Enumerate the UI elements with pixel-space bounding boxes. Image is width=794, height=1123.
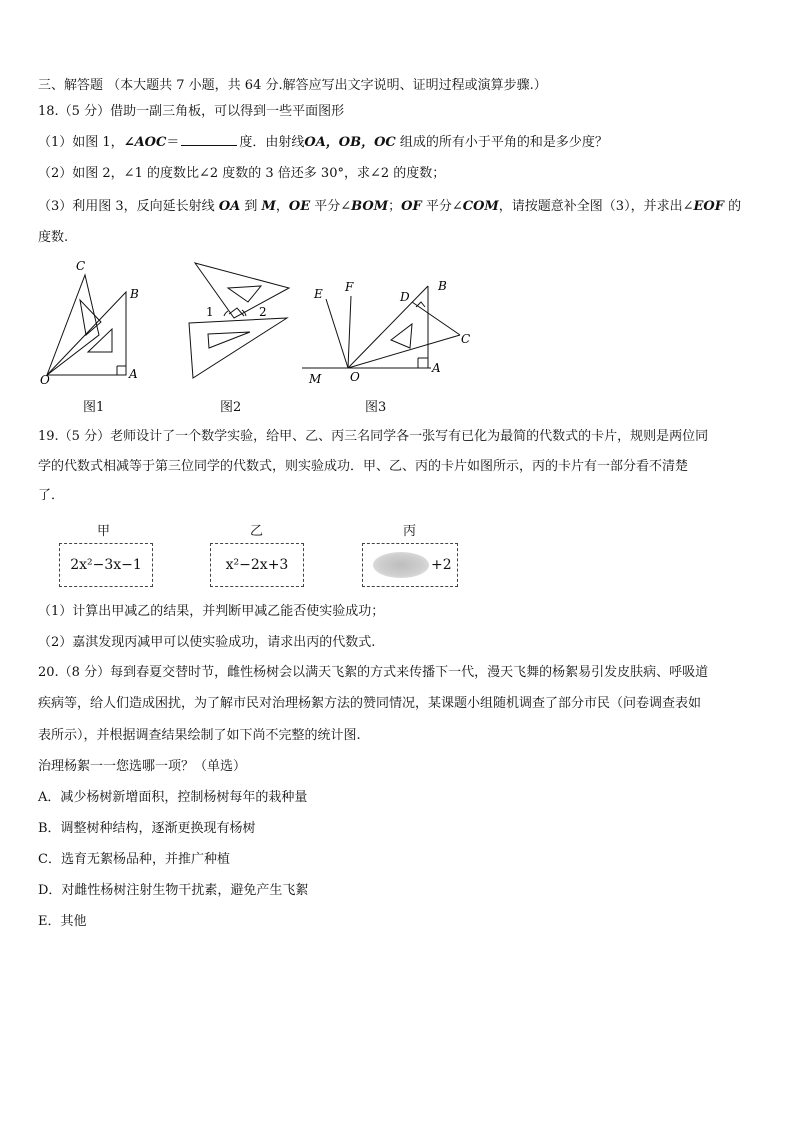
fig2-upper-inner xyxy=(228,286,261,302)
option-c: C．选育无絮杨品种，并推广种植 xyxy=(38,852,230,867)
q18-p3-k: 平分∠ xyxy=(421,199,463,214)
q18-p3-b: OA xyxy=(218,199,241,214)
q19-line3: 了． xyxy=(38,488,65,503)
q18-p1-rays: OA，OB，OC xyxy=(304,135,396,150)
fig3-right-angle-d xyxy=(416,302,425,307)
fig3-ray-oc xyxy=(348,335,460,368)
q18-p1-d: 组成的所有小于平角的和是多少度？ xyxy=(395,135,608,150)
smudge-blur xyxy=(373,552,429,578)
q18-part1 xyxy=(38,133,608,152)
figure-2 xyxy=(180,256,295,386)
q18-p3-d: M xyxy=(261,199,276,214)
figure-3 xyxy=(300,274,480,390)
card-bing-title: 丙 xyxy=(403,524,417,539)
fig1-label-o: O xyxy=(40,373,50,387)
q18-part3 xyxy=(38,198,741,216)
card-yi-expr: x²−2x+3 xyxy=(225,557,289,573)
fig3-inner-triangle xyxy=(391,324,412,348)
fig2-lower-triangle xyxy=(189,318,287,378)
fig2-label-2: 2 xyxy=(259,305,267,319)
q18-p3-g: 平分∠ xyxy=(310,199,352,214)
card-bing-expr: +2 xyxy=(431,557,452,573)
q20-line3: 表所示），并根据调查结果绘制了如下尚不完整的统计图. xyxy=(38,728,361,743)
q18-p3-h: BOM xyxy=(351,199,389,214)
caption-fig3: 图3 xyxy=(365,400,387,415)
q18-p1-b: ＝ xyxy=(166,135,180,150)
fig3-right-angle-a xyxy=(418,358,428,368)
q19-line1: 19.（5 分）老师设计了一个数学实验，给甲、乙、丙三名同学各一张写有已化为最简的代数式的卡片，规则是两位同 xyxy=(38,429,709,444)
fig3-label-f: F xyxy=(345,280,354,294)
survey-title: 治理杨絮一一您选哪一项？（单选） xyxy=(38,759,247,774)
q18-p3-j: OF xyxy=(401,199,422,214)
option-d: D．对雌性杨树注射生物干扰素，避免产生飞絮 xyxy=(38,883,309,898)
fig3-label-d: D xyxy=(400,290,410,304)
caption-fig2: 图2 xyxy=(220,400,242,415)
q18-p1-angle: ∠AOC xyxy=(123,135,167,150)
q20-line1: 20.（8 分）每到春夏交替时节，雌性杨树会以满天飞絮的方式来传播下一代，漫天飞舞的杨絮易引发皮肤病、呼吸道 xyxy=(38,665,709,680)
option-a: A．减少杨树新增面积，控制杨树每年的栽种量 xyxy=(38,790,308,805)
fig3-label-a: A xyxy=(432,361,441,375)
fig1-set-square-outer xyxy=(47,292,126,375)
q18-part3-cont: 度数. xyxy=(38,230,69,245)
fig1-label-b: B xyxy=(130,287,139,301)
answer-blank[interactable] xyxy=(181,133,237,146)
fig1-label-a: A xyxy=(129,367,138,381)
option-e: E．其他 xyxy=(38,914,87,929)
q20-line2: 疾病等，给人们造成困扰，为了解市民对治理杨絮方法的赞同情况，某课题小组随机调查了部分市民（问卷调查表如 xyxy=(38,696,702,711)
q19-line2: 学的代数式相减等于第三位同学的代数式，则实验成功．甲、乙、丙的卡片如图所示，丙的卡片有一部分看不清楚 xyxy=(38,459,689,474)
q18-p3-o: 的 xyxy=(723,199,742,214)
fig3-ray-of xyxy=(348,296,351,368)
section-header: 三、解答题 （本大题共 7 小题，共 64 分.解答应写出文字说明、证明过程或演算步骤.） xyxy=(38,78,547,93)
card-jia-title: 甲 xyxy=(97,524,111,539)
fig1-triangle-outer xyxy=(47,275,99,375)
q19-part1: （1）计算出甲减乙的结果，并判断甲减乙能否使实验成功； xyxy=(38,604,385,619)
q18-p3-m: ，请按题意补全图（3），并求出∠ xyxy=(498,199,694,214)
q18-p3-i: ； xyxy=(388,199,402,214)
card-jia-expr: 2x²−3x−1 xyxy=(70,557,142,573)
q19-part2: （2）嘉淇发现丙减甲可以使实验成功，请求出丙的代数式. xyxy=(38,635,376,650)
fig3-label-c: C xyxy=(461,332,471,346)
q18-p3-n: EOF xyxy=(693,199,724,214)
caption-fig1: 图1 xyxy=(83,400,105,415)
q18-p1-c: 度．由射线 xyxy=(239,135,305,150)
fig3-segment-dc xyxy=(412,302,460,335)
fig3-ray-oe xyxy=(326,299,348,368)
fig2-label-1: 1 xyxy=(206,305,214,319)
option-b: B．调整树种结构，逐渐更换现有杨树 xyxy=(38,821,256,836)
fig1-label-c: C xyxy=(76,259,86,273)
q18-p3-e: ， xyxy=(275,199,289,214)
q18-title: 18.（5 分）借助一副三角板，可以得到一些平面图形 xyxy=(38,104,345,119)
q18-p3-l: COM xyxy=(462,199,499,214)
card-yi-title: 乙 xyxy=(250,524,264,539)
q18-p1-a: （1）如图 1， xyxy=(38,135,124,150)
figure-1 xyxy=(38,258,148,388)
q18-p3-c: 到 xyxy=(240,199,262,214)
q18-part2: （2）如图 2，∠1 的度数比∠2 度数的 3 倍还多 30°，求∠2 的度数； xyxy=(38,166,446,181)
fig3-label-m: M xyxy=(309,372,322,386)
fig3-label-e: E xyxy=(314,287,323,301)
q18-p3-f: OE xyxy=(288,199,311,214)
fig1-right-angle-mark xyxy=(117,366,126,375)
card-bing xyxy=(362,543,458,587)
fig3-label-b: B xyxy=(438,279,447,293)
card-jia xyxy=(59,543,153,587)
card-yi xyxy=(210,543,304,587)
q18-p3-a: （3）利用图 3，反向延长射线 xyxy=(38,199,219,214)
fig3-label-o: O xyxy=(350,370,360,384)
